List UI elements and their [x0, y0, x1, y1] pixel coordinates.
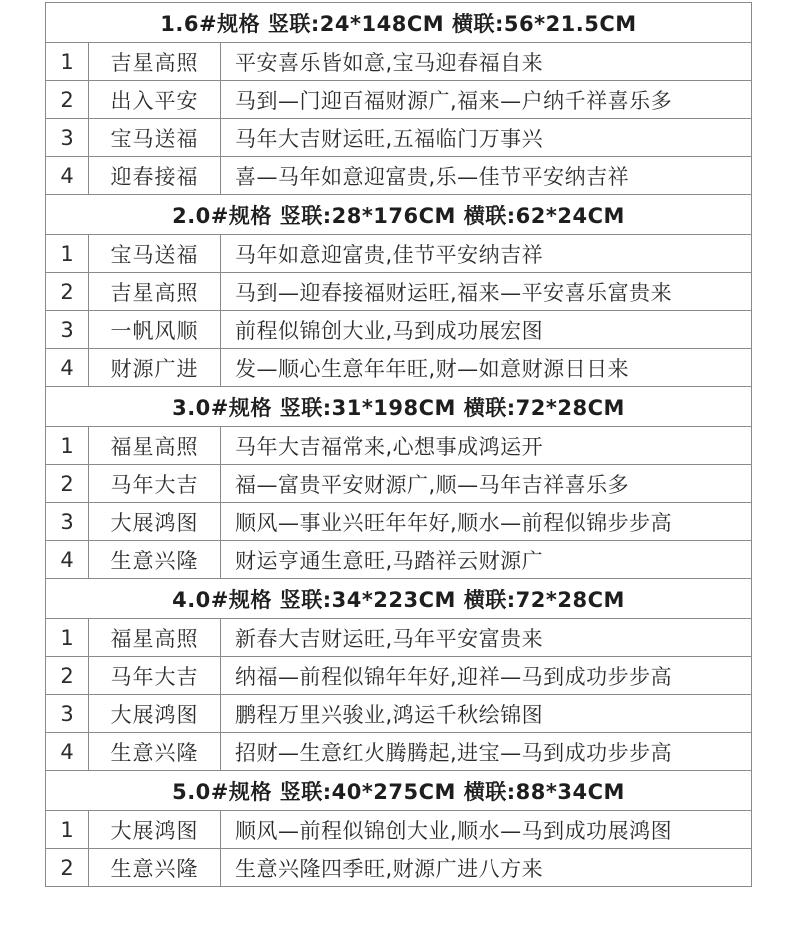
table-row [46, 503, 751, 541]
couplet-text: 马年大吉福常来,心想事成鸿运开 [235, 434, 544, 459]
couplet-title: 生意兴隆 [89, 733, 221, 770]
couplet-title: 马年大吉 [89, 657, 221, 694]
table-row [46, 311, 751, 349]
table-row [46, 541, 751, 579]
table-row [46, 81, 751, 119]
table-row [46, 235, 751, 273]
spec-section [46, 771, 751, 887]
row-number: 1 [46, 235, 89, 272]
row-number: 1 [46, 427, 89, 464]
section-header: 3.0#规格 竖联:31*198CM 横联:72*28CM [46, 387, 751, 427]
row-number: 3 [46, 503, 89, 540]
row-number: 1 [46, 43, 89, 80]
spec-section [46, 579, 751, 771]
table-row [46, 157, 751, 195]
spec-section [46, 387, 751, 579]
section-header: 5.0#规格 竖联:40*275CM 横联:88*34CM [46, 771, 751, 811]
couplet-text: 顺风—事业兴旺年年好,顺水—前程似锦步步高 [235, 510, 673, 535]
couplet-text: 鹏程万里兴骏业,鸿运千秋绘锦图 [235, 702, 544, 727]
couplet-text: 福—富贵平安财源广,顺—马年吉祥喜乐多 [235, 472, 630, 497]
row-number: 1 [46, 619, 89, 656]
row-number: 4 [46, 541, 89, 578]
row-number: 2 [46, 849, 89, 886]
couplet-title: 一帆风顺 [89, 311, 221, 348]
couplet-text: 财运亨通生意旺,马踏祥云财源广 [235, 548, 544, 573]
spec-section [46, 195, 751, 387]
couplet-text: 前程似锦创大业,马到成功展宏图 [235, 318, 544, 343]
couplet-title: 迎春接福 [89, 157, 221, 194]
table-row [46, 695, 751, 733]
couplet-text: 马年如意迎富贵,佳节平安纳吉祥 [235, 242, 544, 267]
couplet-title: 大展鸿图 [89, 503, 221, 540]
couplet-title: 福星高照 [89, 619, 221, 656]
table-row [46, 657, 751, 695]
table-row [46, 849, 751, 887]
row-number: 2 [46, 273, 89, 310]
couplet-title: 财源广进 [89, 349, 221, 386]
table-row [46, 733, 751, 771]
couplet-text: 马到—门迎百福财源广,福来—户纳千祥喜乐多 [235, 88, 673, 113]
row-number: 3 [46, 119, 89, 156]
section-header: 1.6#规格 竖联:24*148CM 横联:56*21.5CM [46, 3, 751, 43]
row-number: 3 [46, 695, 89, 732]
table-row [46, 465, 751, 503]
couplet-text: 生意兴隆四季旺,财源广进八方来 [235, 856, 544, 881]
table-row [46, 119, 751, 157]
couplet-title: 大展鸿图 [89, 695, 221, 732]
couplet-title: 马年大吉 [89, 465, 221, 502]
couplet-text: 招财—生意红火腾腾起,进宝—马到成功步步高 [235, 740, 673, 765]
couplet-title: 出入平安 [89, 81, 221, 118]
table-row [46, 811, 751, 849]
couplet-title: 生意兴隆 [89, 849, 221, 886]
couplet-title: 福星高照 [89, 427, 221, 464]
table-row [46, 349, 751, 387]
row-number: 3 [46, 311, 89, 348]
couplet-title: 吉星高照 [89, 273, 221, 310]
row-number: 2 [46, 657, 89, 694]
couplet-text: 喜—马年如意迎富贵,乐—佳节平安纳吉祥 [235, 164, 630, 189]
table-row [46, 427, 751, 465]
section-header: 4.0#规格 竖联:34*223CM 横联:72*28CM [46, 579, 751, 619]
row-number: 4 [46, 733, 89, 770]
couplet-spec-table [45, 2, 752, 887]
couplet-title: 生意兴隆 [89, 541, 221, 578]
couplet-text: 纳福—前程似锦年年好,迎祥—马到成功步步高 [235, 664, 673, 689]
row-number: 2 [46, 465, 89, 502]
table-row [46, 43, 751, 81]
section-header: 2.0#规格 竖联:28*176CM 横联:62*24CM [46, 195, 751, 235]
row-number: 4 [46, 349, 89, 386]
spec-section [46, 3, 751, 195]
couplet-title: 宝马送福 [89, 119, 221, 156]
row-number: 1 [46, 811, 89, 848]
couplet-text: 马到—迎春接福财运旺,福来—平安喜乐富贵来 [235, 280, 673, 305]
row-number: 4 [46, 157, 89, 194]
couplet-text: 马年大吉财运旺,五福临门万事兴 [235, 126, 544, 151]
couplet-text: 新春大吉财运旺,马年平安富贵来 [235, 626, 544, 651]
couplet-title: 宝马送福 [89, 235, 221, 272]
couplet-text: 发—顺心生意年年旺,财—如意财源日日来 [235, 356, 630, 381]
row-number: 2 [46, 81, 89, 118]
couplet-text: 顺风—前程似锦创大业,顺水—马到成功展鸿图 [235, 818, 673, 843]
table-row [46, 273, 751, 311]
couplet-title: 吉星高照 [89, 43, 221, 80]
couplet-text: 平安喜乐皆如意,宝马迎春福自来 [235, 50, 544, 75]
table-row [46, 619, 751, 657]
couplet-title: 大展鸿图 [89, 811, 221, 848]
